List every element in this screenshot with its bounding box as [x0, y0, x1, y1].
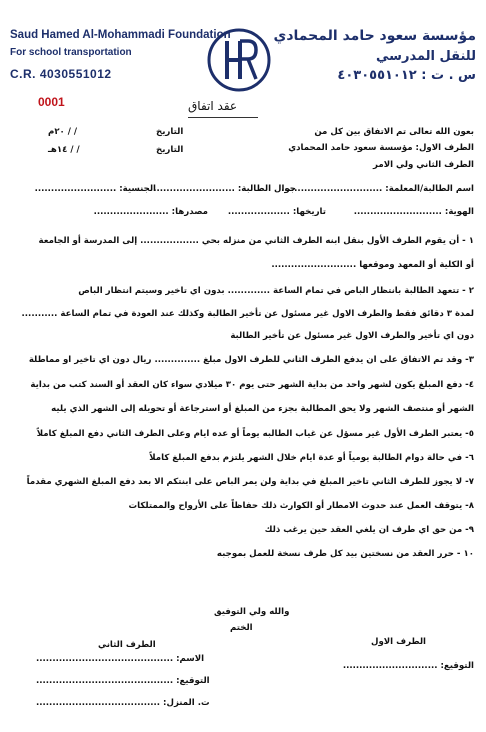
second-party-name: الاسم: ..........................................: [36, 654, 205, 664]
date-gregorian-value: / / ٢٠م: [48, 127, 78, 137]
company-sub-en: For school transportation: [10, 47, 132, 58]
cr-number-ar: س . ت : ٤٠٣٠٥٥١٠١٢: [337, 68, 476, 83]
logo-icon: [206, 27, 272, 93]
intro-line-2: الطرف الاول: مؤسسة سعود حامد المحمادي: [288, 143, 474, 153]
field-student-phone: جوال الطالبة: .........................: [153, 184, 296, 194]
company-sub-ar: للنقل المدرسي: [376, 49, 476, 64]
clause-line: ١٠ - حرر العقد من نسختين بيد كل طرف نسخة للعمل بموجبه: [216, 549, 474, 559]
clause-line: دون اي تأخير والطرف الاول غير مسئول عن تأخير الطالبة: [230, 331, 474, 341]
clause-line: أو الكلية أو المعهد وموقعها ..........................: [271, 260, 474, 270]
clause-line: الشهر أو منتصف الشهر ولا يحق المطالبة بجزء من المبلغ أو استرجاعة أو تحويله إلى الشهر الذي يليه: [51, 404, 474, 414]
second-party-phone: ت. المنزل: ......................................: [36, 698, 210, 708]
intro-line-3: الطرف الثاني ولي الامر: [373, 160, 474, 170]
cr-number-en: C.R. 4030551012: [10, 67, 112, 81]
clause-line: ٧- لا يجوز للطرف الثاني تاخير المبلغ في بداية ولن يمر الباص على ابنتكم الا بعد دفع المبلغ الشهري مقدماً: [26, 477, 474, 487]
logo: [206, 27, 272, 93]
field-id-date: تاريخها: ...................: [227, 207, 326, 217]
company-name-en: Saud Hamed Al-Mohammadi Foundation: [10, 29, 231, 41]
clause-line: لمدة ٣ دقائق فقط والطرف الاول غير مسئول عن تأخير الطالبة وكذلك عند العودة في تمام الساعة ...........: [21, 309, 474, 319]
document-title: عقد اتفاق: [188, 99, 238, 113]
company-name-ar: مؤسسة سعود حامد المحمادي: [273, 28, 476, 44]
serial-number: 0001: [38, 95, 65, 109]
second-party-signature: التوقيع: ..........................................: [36, 676, 210, 686]
first-party-title: الطرف الاول: [370, 637, 426, 647]
clause-line: ١ - أن يقوم الطرف الأول بنقل ابنه الطرف الثاني من منزله بحي .................. إلى المدرسة أو الجامعة: [38, 236, 474, 246]
field-id: الهوية: ...........................: [353, 207, 474, 217]
clause-line: ٢ - تتعهد الطالبة بانتظار الباص في تمام الساعة ............. بدون اي تاخير وسيتم انتظار الباص: [78, 286, 474, 296]
field-id-source: مصدرها: .......................: [93, 207, 208, 217]
field-student-name: اسم الطالبة/المعلمة: ...............................: [281, 184, 474, 194]
clause-line: ٥- يعتبر الطرف الأول غير مسؤل عن غياب الطالبه يوماً أو عده ايام وعلى الطرف الثاني دفع المبلغ كاملاً: [36, 429, 474, 439]
date-hijri-label: التاريخ: [156, 145, 184, 155]
clause-line: ٤- دفع المبلغ يكون لشهر واحد من بداية الشهر حتى يوم ٣٠ ميلادي سواء كان العقد أو السند كتب من بداية: [30, 380, 474, 390]
clause-line: ٩- من حق اي طرف ان يلغي العقد حين يرغب ذلك: [264, 525, 474, 535]
clause-line: ٨- يتوقف العمل عند حدوث الامطار أو الكوارث ذلك حفاظاً على الأرواح والممتلكات: [128, 501, 474, 511]
date-gregorian-label: التاريخ: [156, 127, 184, 137]
clause-line: ٦- في حالة دوام الطالبة يومياً أو عدة ايام خلال الشهر يلتزم بدفع المبلغ كاملاً: [149, 453, 474, 463]
title-underline: [188, 117, 258, 118]
field-nationality: الجنسية: .........................: [34, 184, 156, 194]
first-party-signature: التوقيع: .............................: [342, 661, 474, 671]
clause-line: ٣- وقد تم الاتفاق على ان يدفع الطرف الثاني للطرف الاول مبلغ .............. ريال دون اي تاخير او مماطلة: [28, 355, 474, 365]
intro-line-1: بعون الله تعالى تم الاتفاق بين كل من: [314, 127, 474, 137]
stamp-label: الختم: [230, 623, 253, 633]
closing-line: والله ولي التوفيق: [214, 607, 290, 617]
date-hijri-value: / / ١٤هـ: [48, 145, 80, 155]
second-party-title: الطرف الثاني: [98, 640, 156, 650]
